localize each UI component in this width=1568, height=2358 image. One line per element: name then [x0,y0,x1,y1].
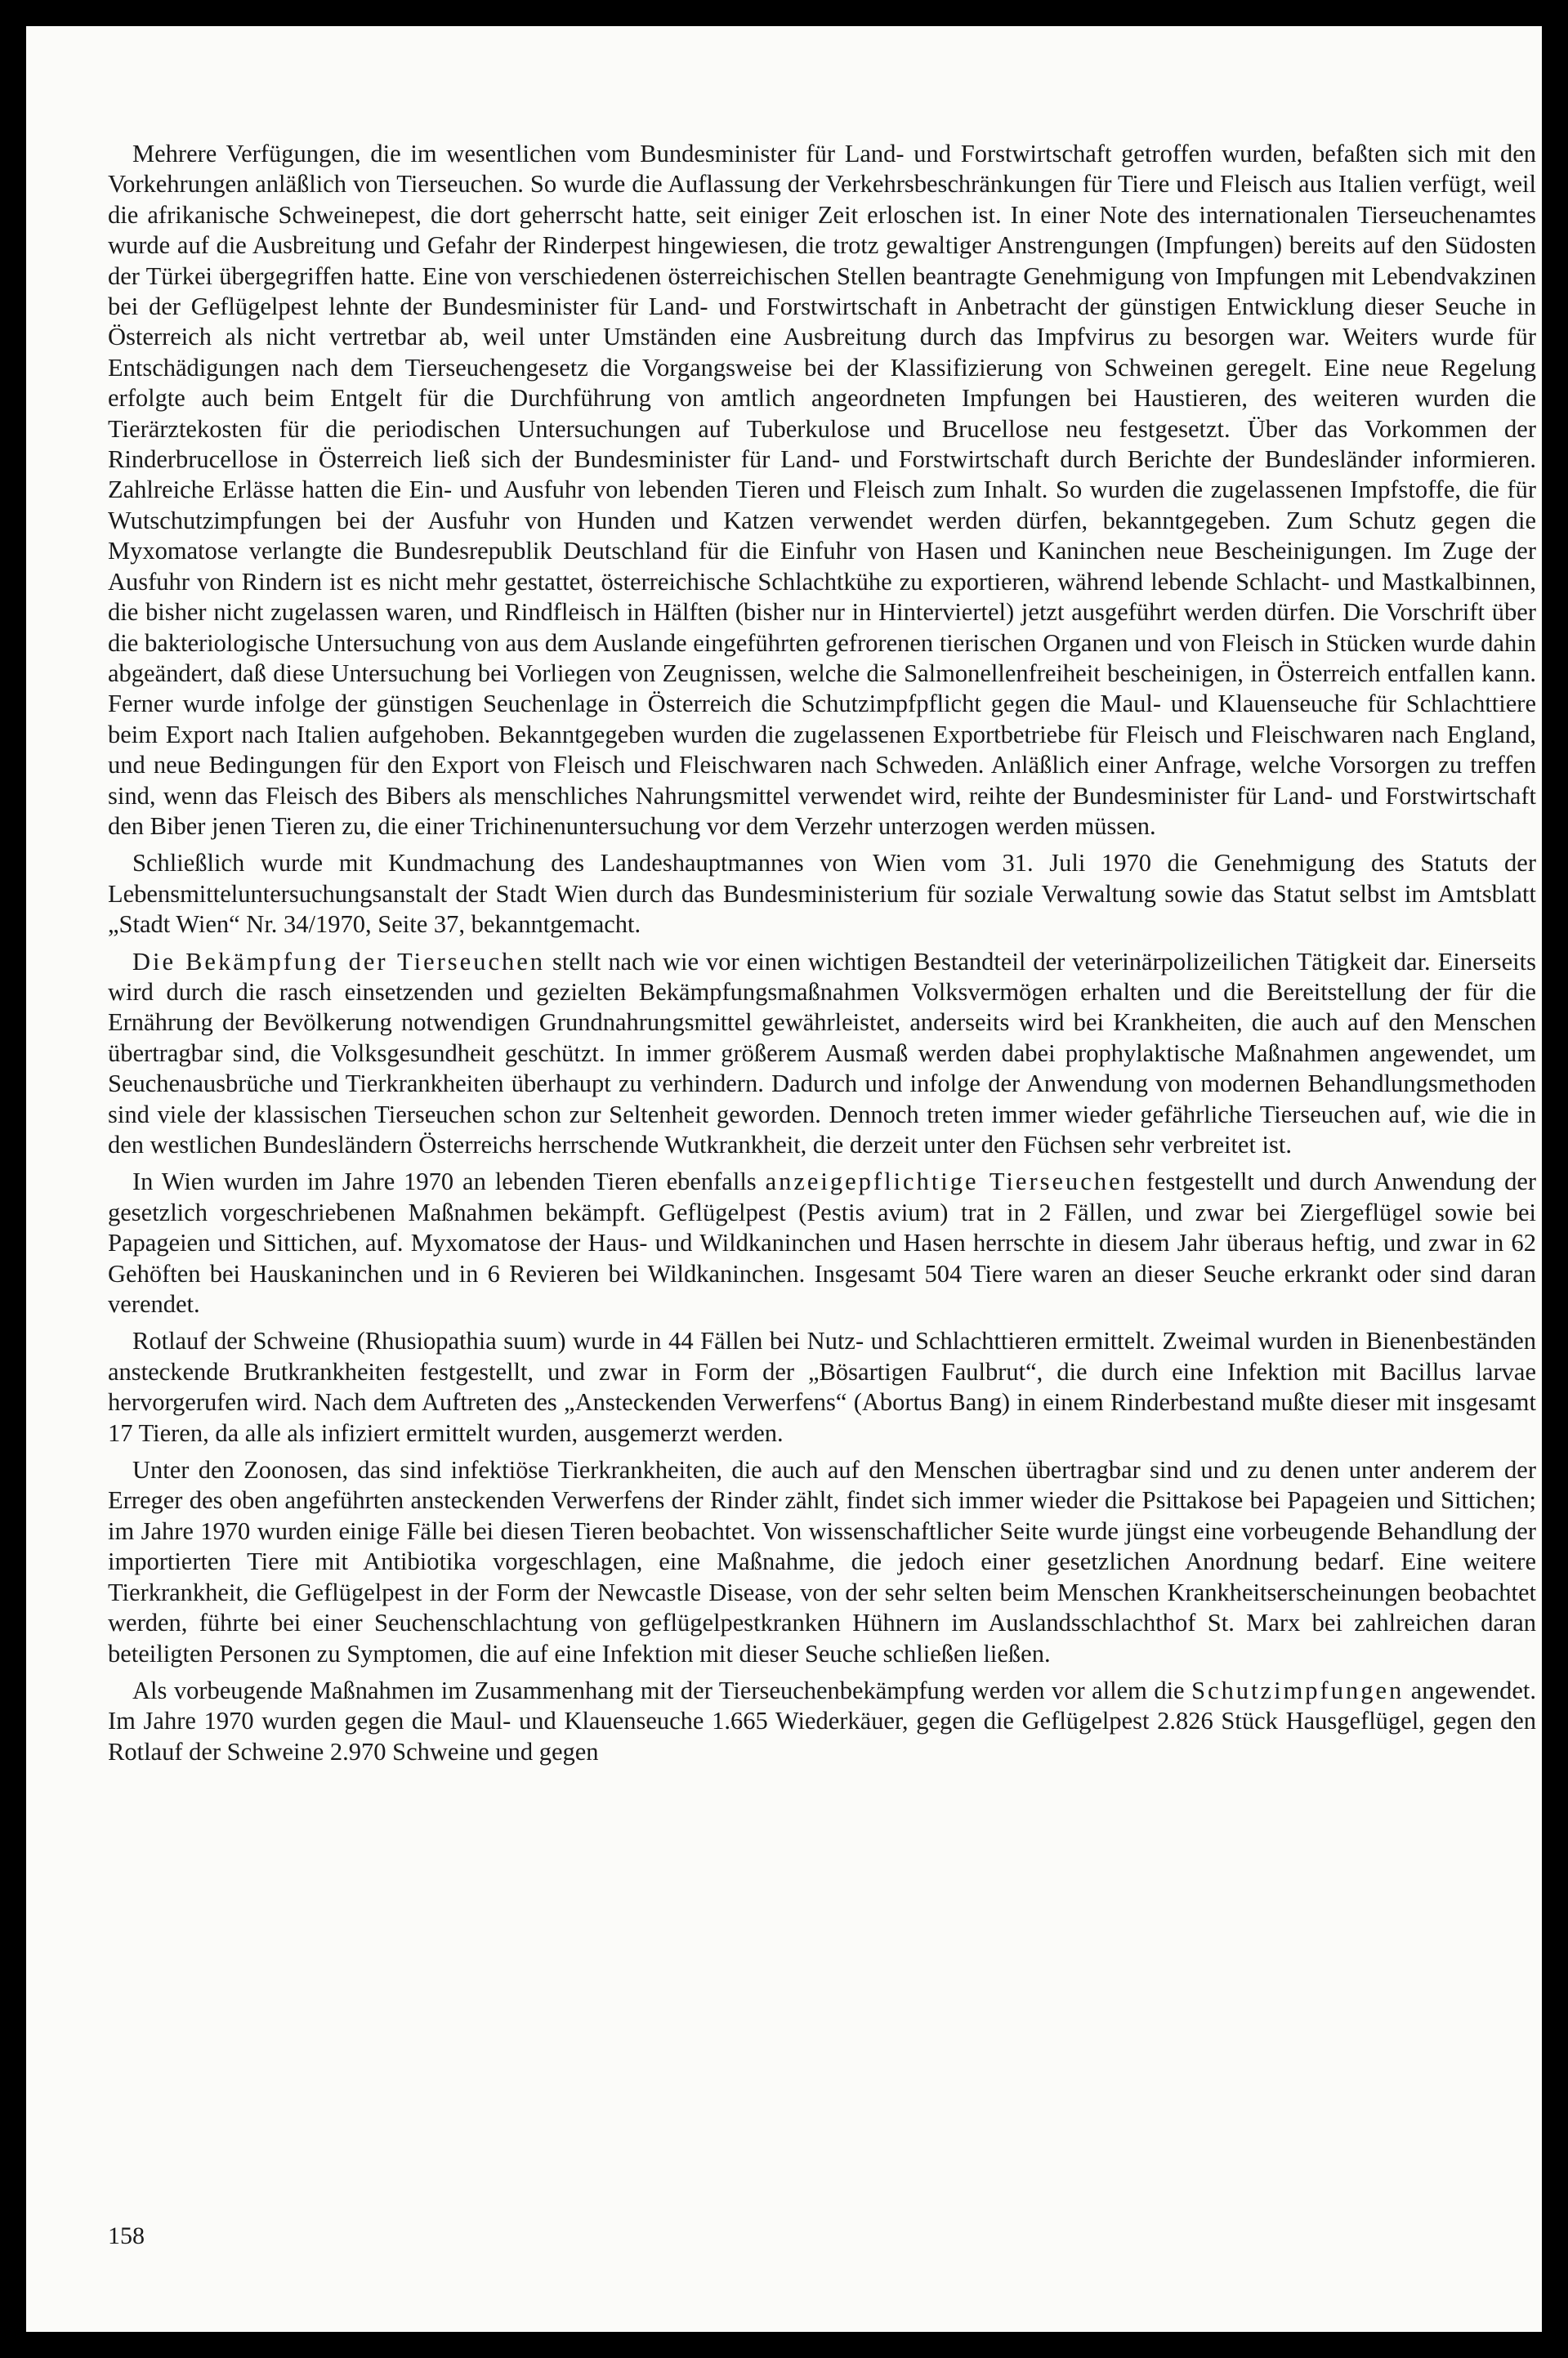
paragraph [108,1326,1536,1449]
paragraph [108,1455,1536,1669]
paragraph-text: Mehrere Verfügungen, die im wesentlichen vom Bundesminister für Land- und Forstwirtschaft getroffen wurden, befaßten sich mit den Vorkehrungen anläßlich von Tierseuchen. So wurde die Auflassung der Verkehrsbeschränkungen für Tiere und Fleisch aus Italien verfügt, weil die afrikanische Schweinepest, die dort geherrscht hatte, seit einiger Zeit erloschen ist. In einer Note des internationalen Tierseuchenamtes wurde auf die Ausbreitung und Gefahr der Rinderpest hingewiesen, die trotz gewaltiger Anstrengungen (Impfungen) bereits auf den Südosten der Türkei übergegriffen hatte. Eine von verschiedenen österreichischen Stellen beantragte Genehmigung von Impfungen mit Lebendvakzinen bei der Geflügelpest lehnte der Bundesminister für Land- und Forstwirtschaft in Anbetracht der günstigen Entwicklung dieser Seuche in Österreich als nicht vertretbar ab, weil unter Umständen eine Ausbreitung durch das Impfvirus zu besorgen war. Weiters wurde für Entschädigungen nach dem Tierseuchengesetz die Vorgangsweise bei der Klassifizierung von Schweinen geregelt. Eine neue Regelung erfolgte auch beim Entgelt für die Durchführung von amtlich angeordneten Impfungen bei Haustieren, des weiteren wurden die Tierärztekosten für die periodischen Untersuchungen auf Tuberkulose und Brucellose neu festgesetzt. Über das Vorkommen der Rinderbrucellose in Österreich ließ sich der Bundesminister für Land- und Forstwirtschaft durch Berichte der Bundesländer informieren. Zahlreiche Erlässe hatten die Ein- und Ausfuhr von lebenden Tieren und Fleisch zum Inhalt. So wurden die zugelassenen Impfstoffe, die für Wutschutzimpfungen bei der Ausfuhr von Hunden und Katzen verwendet werden dürfen, bekanntgegeben. Zum Schutz gegen die Myxomatose verlangte die Bundesrepublik Deutschland für die Einfuhr von Hasen und Kaninchen neue Bescheinigungen. Im Zuge der Ausfuhr von Rindern ist es nicht mehr gestattet, österreichische Schlachtkühe zu exportieren, während lebende Schlacht- und Mastkalbinnen, die bisher nicht zugelassen waren, und Rindfleisch in Hälften (bisher nur in Hinterviertel) jetzt ausgeführt werden dürfen. Die Vorschrift über die bakteriologische Untersuchung von aus dem Auslande eingeführten gefrorenen tierischen Organen und von Fleisch in Stücken wurde dahin abgeändert, daß diese Untersuchung bei Vorliegen von Zeugnissen, welche die Salmonellenfreiheit bescheinigen, in Österreich entfallen kann. Ferner wurde infolge der günstigen Seuchenlage in Österreich die Schutzimpfpflicht gegen die Maul- und Klauenseuche für Schlachttiere beim Export nach Italien aufgehoben. Bekanntgegeben wurden die zugelassenen Exportbetriebe für Fleisch und Fleischwaren nach England, und neue Bedingungen für den Export von Fleisch und Fleischwaren nach Schweden. Anläßlich einer Anfrage, welche Vorsorgen zu treffen sind, wenn das Fleisch des Bibers als menschliches Nahrungsmittel verwendet wird, reihte der Bundesminister für Land- und Forstwirtschaft den Biber jenen Tieren zu, die einer Trichinenuntersuchung vor dem Verzehr unterzogen werden müssen. [108,140,1536,840]
spaced-emphasis: Die Bekämpfung der Tierseuchen [132,947,546,976]
paragraph [108,848,1536,940]
paragraph-text: festgestellt und durch Anwendung der gesetzlich vorgeschriebenen Maßnahmen bekämpft. Geflügelpest (Pestis avium) trat in 2 Fällen, und zwar bei Ziergeflügel sowie bei Papageien und Sittichen, auf. Myxomatose der Haus- und Wildkaninchen und Hasen herrschte in diesem Jahr überaus heftig, und zwar in 62 Gehöften bei Hauskaninchen und in 6 Revieren bei Wildkaninchen. Insgesamt 504 Tiere waren an dieser Seuche erkrankt oder sind daran verendet. [108,1168,1537,1319]
document-page [26,26,1542,2332]
paragraph-text: Rotlauf der Schweine (Rhusiopathia suum) wurde in 44 Fällen bei Nutz- und Schlachttieren ermittelt. Zweimal wurden in Bienenbeständen ansteckende Brutkrankheiten festgestellt, und zwar in Form der „Bösartigen Faulbrut“, die durch eine Infektion mit Bacillus larvae hervorgerufen wird. Nach dem Auftreten des „Ansteckenden Verwerfens“ (Abortus Bang) in einem Rinderbestand mußte dieser mit insgesamt 17 Tieren, da alle als infiziert ermittelt wurden, ausgemerzt werden. [108,1327,1536,1447]
paragraph-text: stellt nach wie vor einen wichtigen Bestandteil der veterinärpolizeilichen Tätigkeit dar. Einerseits wird durch die rasch einsetzenden und gezielten Bekämpfungsmaßnahmen Volksvermögen erhalten und die Bereitstellung der für die Ernährung der Bevölkerung notwendigen Grundnahrungsmittel gewährleistet, anderseits wird bei Krankheiten, die auch auf den Menschen übertragbar sind, die Volksgesundheit geschützt. In immer größerem Ausmaß werden dabei prophylaktische Maßnahmen angewendet, um Seuchenausbrüche und Tierkrankheiten überhaupt zu verhindern. Dadurch und infolge der Anwendung von modernen Behandlungsmethoden sind viele der klassischen Tierseuchen schon zur Seltenheit geworden. Dennoch treten immer wieder gefährliche Tierseuchen auf, wie die in den westlichen Bundesländern Österreichs herrschende Wutkrankheit, die derzeit unter den Füchsen sehr verbreitet ist. [108,947,1536,1159]
paragraph [108,947,1536,1161]
paragraph-text: In Wien wurden im Jahre 1970 an lebenden Tieren ebenfalls [132,1168,766,1196]
paragraph-text: angewendet. Im Jahre 1970 wurden gegen die Maul- und Klauenseuche 1.665 Wiederkäuer, gegen die Geflügelpest 2.826 Stück Hausgeflügel, gegen den Rotlauf der Schweine 2.970 Schweine und gegen [108,1676,1536,1766]
spaced-emphasis: Schutzimpfungen [1191,1676,1405,1704]
paragraph-text: Als vorbeugende Maßnahmen im Zusammenhang mit der Tierseuchenbekämpfung werden vor allem die [132,1676,1192,1704]
spaced-emphasis: anzeigepflichtige Tierseuchen [765,1168,1137,1196]
paragraph [108,139,1536,842]
paragraph [108,1676,1536,1767]
body-text [108,139,1536,1774]
paragraph-text: Unter den Zoonosen, das sind infektiöse Tierkrankheiten, die auch auf den Menschen übertragbar sind und zu denen unter anderem der Erreger des oben angeführten ansteckenden Verwerfens der Rinder zählt, findet sich immer wieder die Psittakose bei Papageien und Sittichen; im Jahre 1970 wurden einige Fälle bei diesen Tieren beobachtet. Von wissenschaftlicher Seite wurde jüngst eine vorbeugende Behandlung der importierten Tiere mit Antibiotika vorgeschlagen, eine Maßnahme, die jedoch einer gesetzlichen Anordnung bedarf. Eine weitere Tierkrankheit, die Geflügelpest in der Form der Newcastle Disease, von der sehr selten beim Menschen Krankheitserscheinungen beobachtet werden, führte bei einer Seuchenschlachtung von geflügelpestkranken Hühnern im Auslandsschlachthof St. Marx bei zahlreichen daran beteiligten Personen zu Symptomen, die auf eine Infektion mit dieser Seuche schließen ließen. [108,1456,1536,1668]
page-number: 158 [108,2222,145,2249]
paragraph [108,1167,1536,1320]
paragraph-text: Schließlich wurde mit Kundmachung des Landeshauptmannes von Wien vom 31. Juli 1970 die Genehmigung des Statuts der Lebensmitteluntersuchungsanstalt der Stadt Wien durch das Bundesministerium für soziale Verwaltung sowie das Statut selbst im Amtsblatt „Stadt Wien“ Nr. 34/1970, Seite 37, bekanntgemacht. [108,849,1536,939]
